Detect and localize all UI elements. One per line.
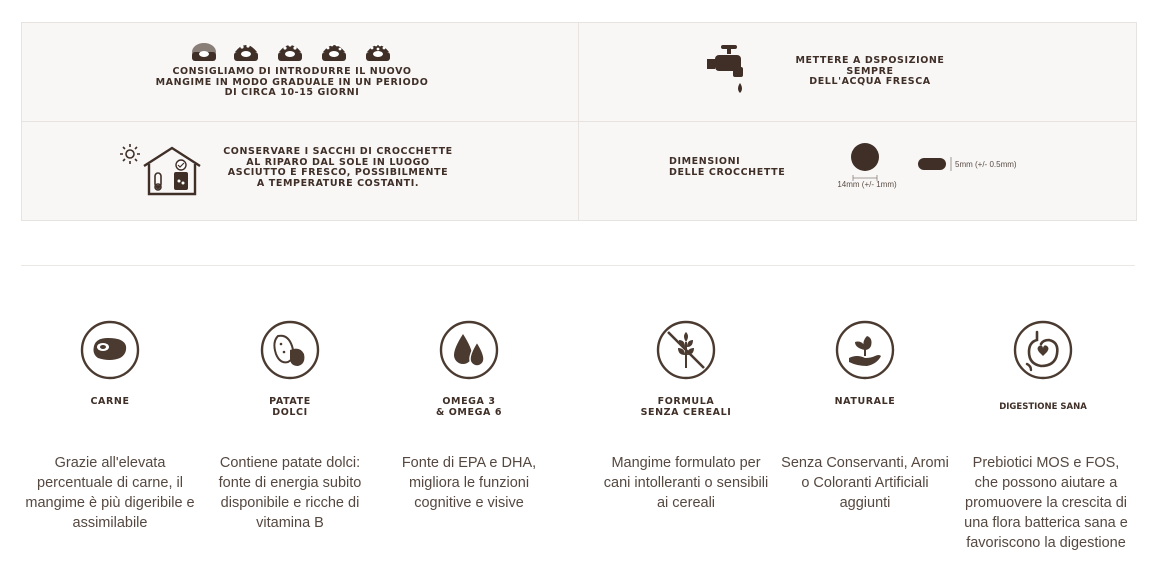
sweet-potato-icon xyxy=(260,320,320,380)
kibble-thickness: 5mm (+/- 0.5mm) xyxy=(955,160,1017,169)
feeding-info-grid xyxy=(21,22,1137,221)
grain-free-icon xyxy=(656,320,716,380)
feature-label-patate: PATATE DOLCI xyxy=(269,396,311,418)
plant-hand-icon xyxy=(835,320,895,380)
feature-desc-carne: Grazie all'elevata percentuale di carne, il mangime è più digeribile e assimilabile xyxy=(25,455,195,531)
storage-house-icon xyxy=(116,142,202,196)
transition-cell xyxy=(22,23,579,122)
kibble-diameter: 14mm (+/- 1mm) xyxy=(837,180,897,189)
feature-desc-naturale: Senza Conservanti, Aromi o Coloranti Artificiali aggiunti xyxy=(781,455,949,511)
stomach-icon xyxy=(1013,320,1073,380)
feature-label-omega: OMEGA 3 & OMEGA 6 xyxy=(435,396,503,418)
oil-drops-icon xyxy=(439,320,499,380)
feature-desc-digestione: Prebiotici MOS e FOS, che possono aiutare a promuovere la crescita di una flora batterica sana e favoriscono la digestione xyxy=(964,455,1128,551)
feature-desc-cereali: Mangime formulato per cani intolleranti o sensibili ai cereali xyxy=(603,455,769,511)
feature-label-naturale: NATURALE xyxy=(834,396,896,407)
water-cell xyxy=(579,23,1136,122)
water-text: METTERE A DSPOSIZIONE SEMPRE DELL'ACQUA FRESCA xyxy=(795,55,945,87)
feature-label-carne: CARNE xyxy=(90,396,130,407)
feature-label-cereali: FORMULA SENZA CEREALI xyxy=(640,396,732,418)
feature-label-digestione: DIGESTIONE SANA xyxy=(999,402,1087,412)
water-tap-icon xyxy=(707,43,751,97)
meat-icon xyxy=(80,320,140,380)
section-divider xyxy=(21,265,1135,266)
feature-desc-patate: Contiene patate dolci: fonte di energia subito disponibile e ricche di vitamina B xyxy=(218,455,362,531)
kibble-side-icon xyxy=(917,156,953,172)
storage-text: CONSERVARE I SACCHI DI CROCCHETTE AL RIPARO DAL SOLE IN LUOGO ASCIUTTO E FRESCO, POSSIBILMENTE A TEMPERATURE COSTANTI. xyxy=(223,146,453,189)
kibble-size-cell xyxy=(579,122,1136,220)
kibble-size-label: DIMENSIONI DELLE CROCCHETTE xyxy=(669,156,786,178)
transition-text: CONSIGLIAMO DI INTRODURRE IL NUOVO MANGIME IN MODO GRADUALE IN UN PERIODO DI CIRCA 10-15 GIORNI xyxy=(155,66,429,98)
feature-desc-omega: Fonte di EPA e DHA, migliora le funzioni cognitive e visive xyxy=(401,455,537,511)
kibble-round-icon xyxy=(849,142,881,184)
storage-cell xyxy=(22,122,579,220)
food-bowls-icon xyxy=(188,40,394,64)
